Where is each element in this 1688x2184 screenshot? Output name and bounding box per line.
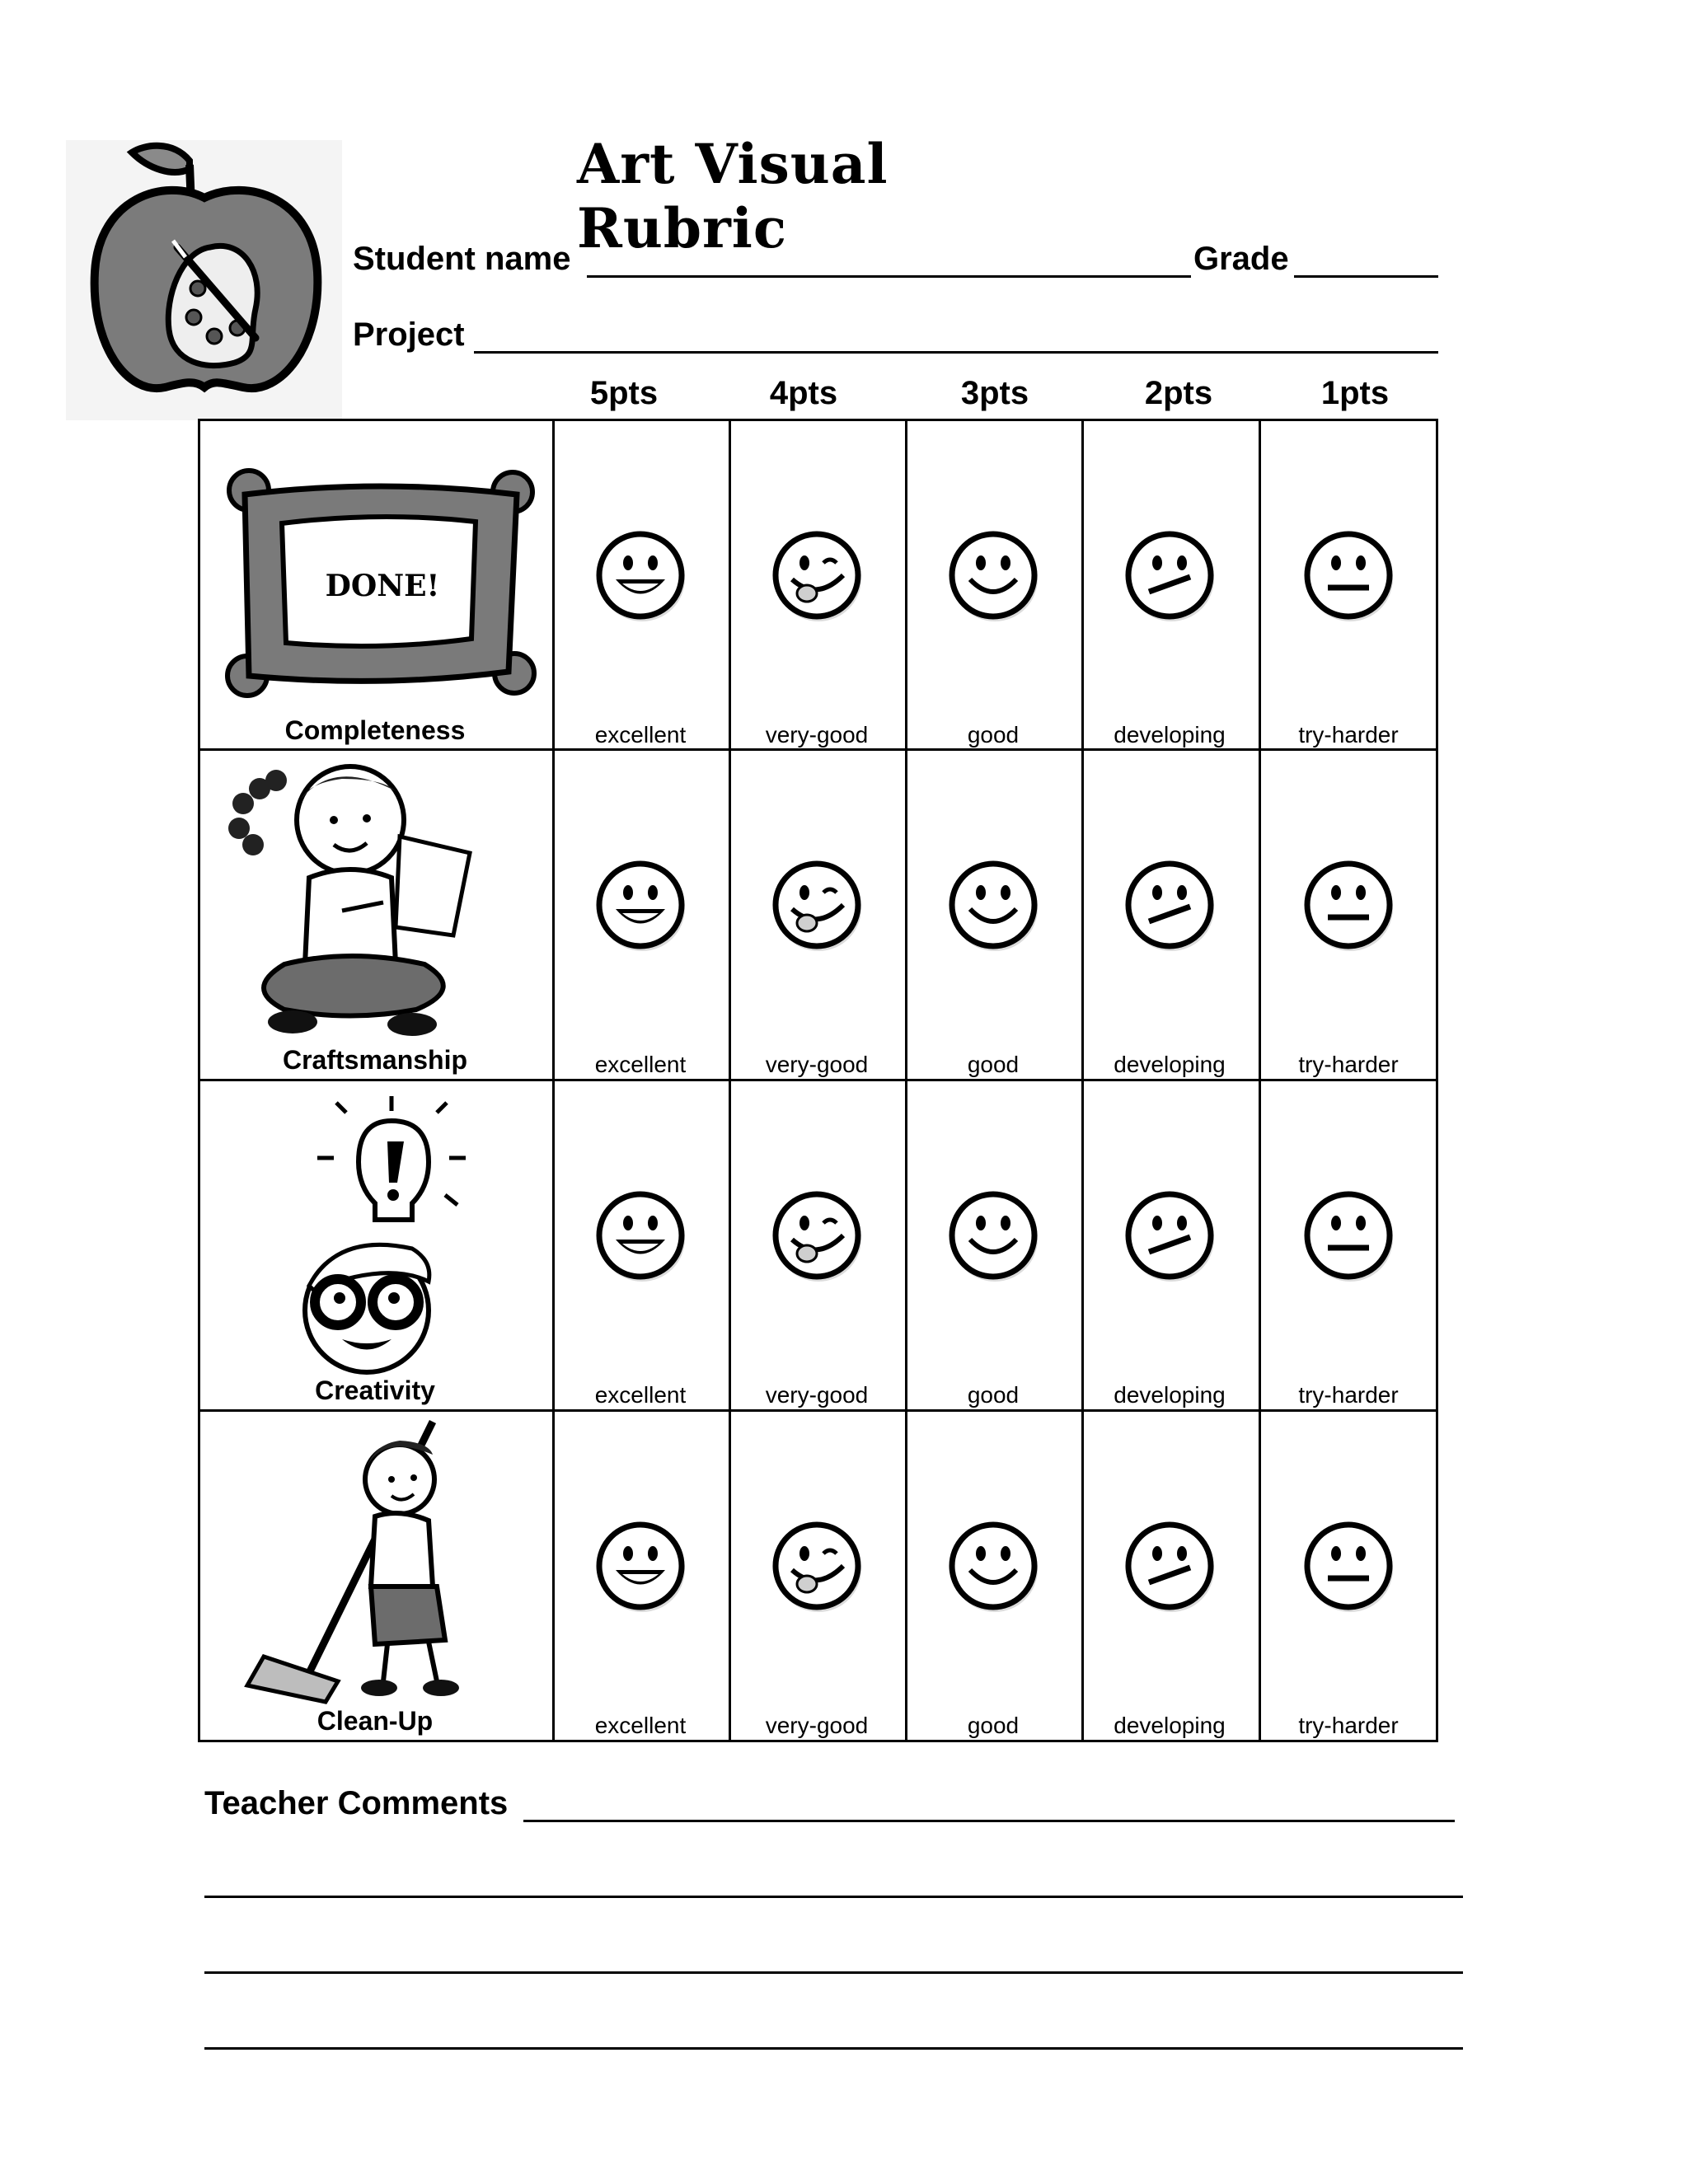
girl-cutting-paper-icon: [218, 762, 490, 1047]
level-label-good: good: [967, 1713, 1020, 1738]
tongue-out-face-icon: [767, 855, 866, 954]
category-label-creativity: Creativity: [315, 1376, 435, 1405]
level-label-excellent: excellent: [594, 1052, 687, 1077]
grid-divider: [198, 748, 1438, 751]
neutral-face-icon: [1299, 1516, 1398, 1615]
tongue-out-face-icon: [767, 1516, 866, 1615]
student-name-field[interactable]: [587, 275, 1191, 278]
level-label-very-good: very-good: [765, 722, 869, 748]
grade-field[interactable]: [1294, 275, 1438, 278]
level-label-try-harder: try-harder: [1298, 1713, 1399, 1738]
level-label-excellent: excellent: [594, 722, 687, 748]
page-title: Art Visual Rubric: [577, 132, 889, 260]
teacher-comments-label: Teacher Comments: [204, 1785, 509, 1821]
smiling-face-icon: [944, 1186, 1043, 1285]
grinning-face-icon: [591, 855, 690, 954]
level-label-try-harder: try-harder: [1298, 722, 1399, 748]
neutral-face-icon: [1299, 855, 1398, 954]
frame-text: DONE!: [325, 569, 440, 603]
grid-divider: [198, 1079, 1438, 1081]
level-label-good: good: [967, 722, 1020, 748]
tongue-out-face-icon: [767, 1186, 866, 1285]
level-label-developing: developing: [1114, 722, 1226, 748]
comment-line[interactable]: [204, 1896, 1463, 1898]
level-label-developing: developing: [1114, 1382, 1226, 1408]
grinning-face-icon: [591, 1186, 690, 1285]
level-label-good: good: [967, 1382, 1020, 1408]
smiling-face-icon: [944, 526, 1043, 625]
points-header-4: 4pts: [769, 375, 838, 411]
level-label-excellent: excellent: [594, 1713, 687, 1738]
skeptical-face-icon: [1120, 1516, 1219, 1615]
child-sweeping-broom-icon: [231, 1418, 486, 1714]
skeptical-face-icon: [1120, 1186, 1219, 1285]
project-field[interactable]: [474, 351, 1438, 354]
grade-label: Grade: [1193, 241, 1289, 277]
student-name-label: Student name: [353, 241, 571, 277]
grinning-face-icon: [591, 1516, 690, 1615]
level-label-developing: developing: [1114, 1713, 1226, 1738]
skeptical-face-icon: [1120, 526, 1219, 625]
picture-frame-icon: [224, 466, 537, 705]
neutral-face-icon: [1299, 526, 1398, 625]
project-label: Project: [353, 316, 465, 353]
boy-with-lightbulb-idea-icon: [288, 1096, 495, 1393]
skeptical-face-icon: [1120, 855, 1219, 954]
comment-line[interactable]: [204, 1971, 1463, 1974]
apple-palette-logo-icon: [66, 140, 342, 420]
level-label-excellent: excellent: [594, 1382, 687, 1408]
category-label-completeness: Completeness: [284, 715, 466, 745]
teacher-comments-line[interactable]: [523, 1820, 1455, 1822]
smiling-face-icon: [944, 855, 1043, 954]
grid-divider: [198, 1409, 1438, 1412]
points-header-5: 5pts: [589, 375, 659, 411]
points-header-3: 3pts: [960, 375, 1029, 411]
points-header-1: 1pts: [1320, 375, 1390, 411]
neutral-face-icon: [1299, 1186, 1398, 1285]
grinning-face-icon: [591, 526, 690, 625]
level-label-developing: developing: [1114, 1052, 1226, 1077]
level-label-very-good: very-good: [765, 1052, 869, 1077]
category-label-clean-up: Clean-Up: [316, 1706, 434, 1736]
category-label-craftsmanship: Craftsmanship: [282, 1045, 468, 1075]
smiling-face-icon: [944, 1516, 1043, 1615]
level-label-very-good: very-good: [765, 1713, 869, 1738]
level-label-good: good: [967, 1052, 1020, 1077]
tongue-out-face-icon: [767, 526, 866, 625]
level-label-try-harder: try-harder: [1298, 1382, 1399, 1408]
level-label-very-good: very-good: [765, 1382, 869, 1408]
level-label-try-harder: try-harder: [1298, 1052, 1399, 1077]
points-header-2: 2pts: [1144, 375, 1213, 411]
comment-line[interactable]: [204, 2047, 1463, 2050]
